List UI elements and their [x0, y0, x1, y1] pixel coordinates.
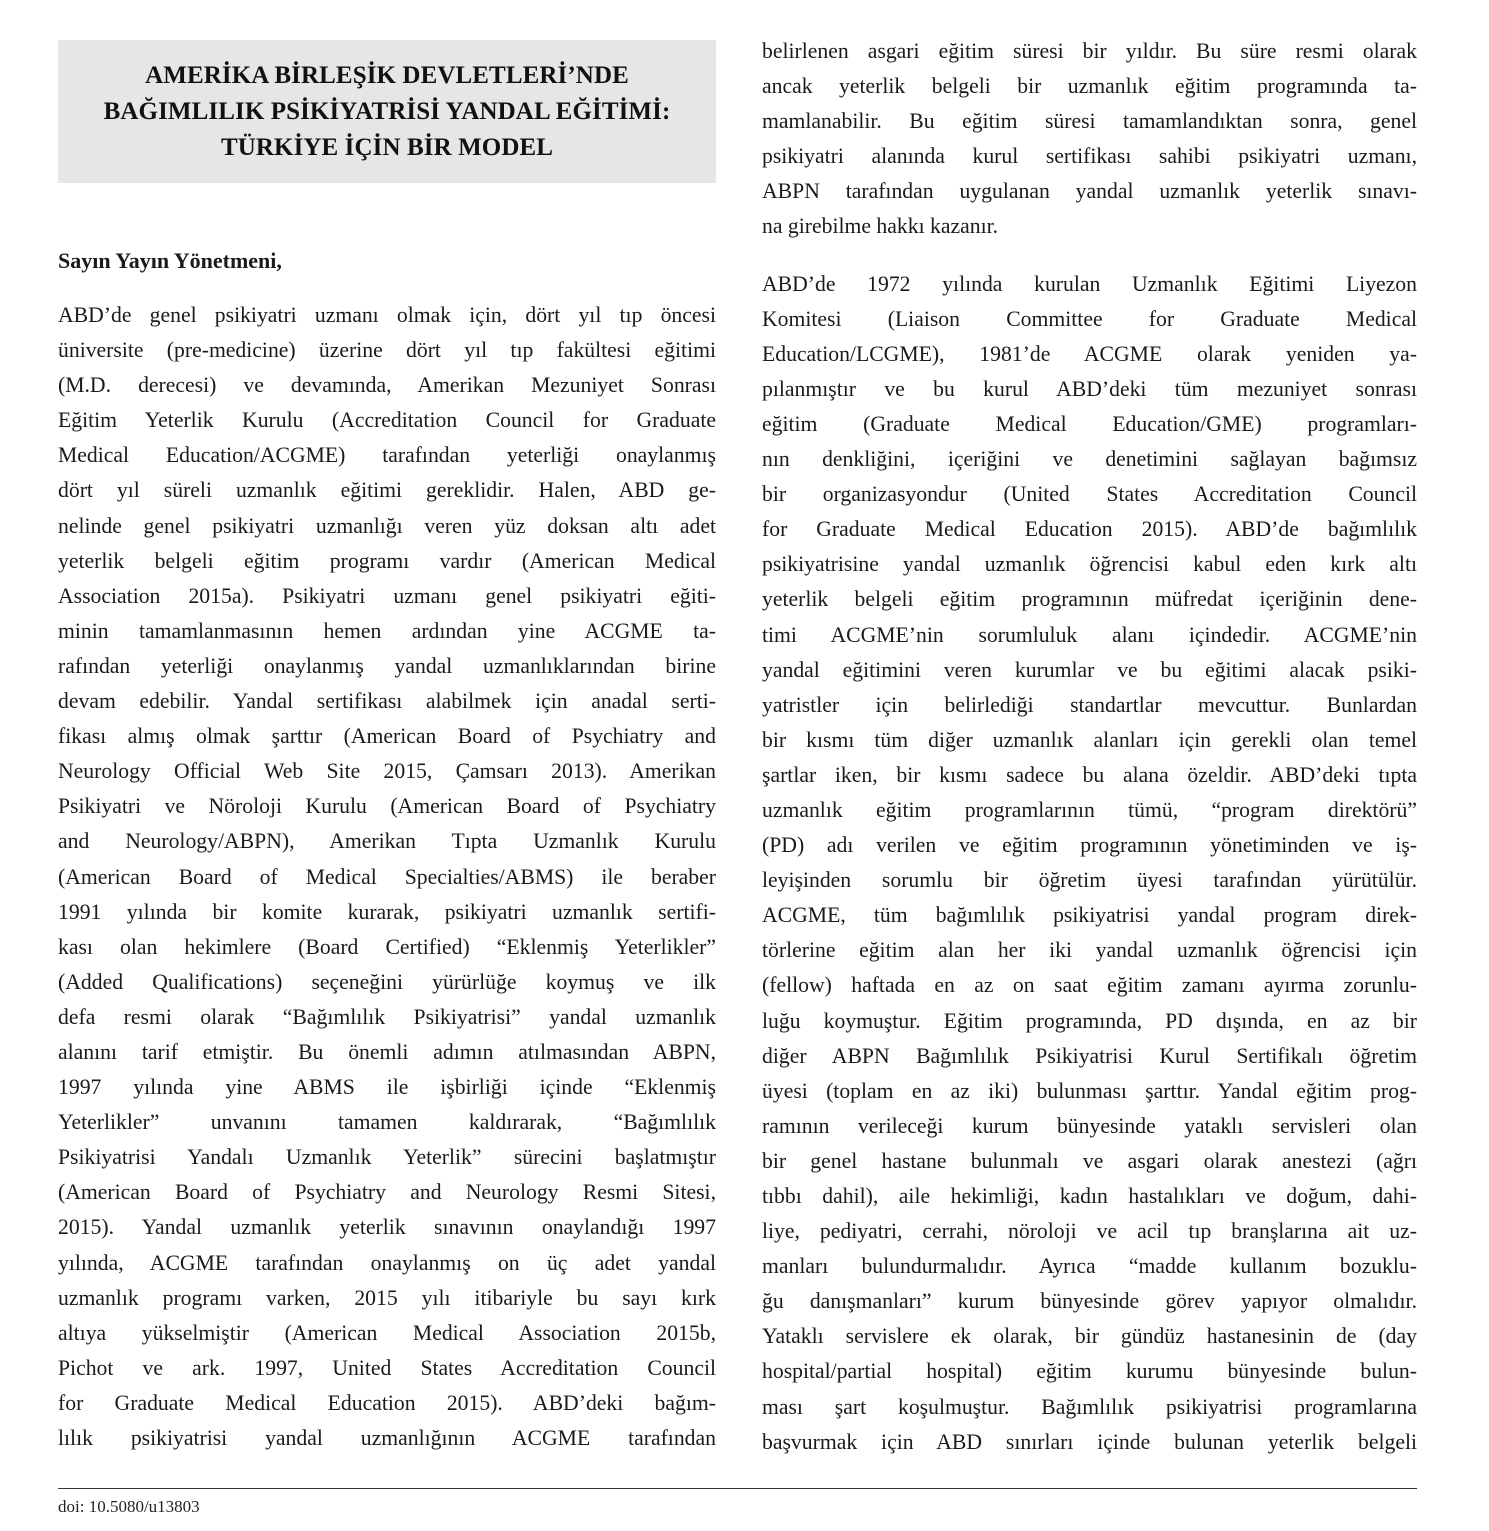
text-line: bir kısmı tüm diğer uzmanlık alanları için gerekli olan temel	[762, 727, 1417, 752]
text-line: (American Board of Psychiatry and Neurology Resmi Sitesi,	[58, 1180, 716, 1205]
text-line: ancak yeterlik belgeli bir uzmanlık eğitim programında ta-	[762, 74, 1417, 99]
text-line: leyişinden sorumlu bir öğretim üyesi tarafından yürütülür.	[762, 868, 1417, 893]
text-line: nın denkliğini, içeriğini ve denetimini sağlayan bağımsız	[762, 447, 1417, 472]
text-line: belirlenen asgari eğitim süresi bir yıldır. Bu süre resmi olarak	[762, 39, 1417, 63]
text-line: ğu danışmanları” kurum bünyesinde görev yapıyor olmalıdır.	[762, 1289, 1417, 1314]
text-line: (PD) adı verilen ve eğitim programının yönetiminden ve iş-	[762, 833, 1417, 858]
text-line: pılanmıştır ve bu kurul ABD’deki tüm mezuniyet sonrası	[762, 376, 1417, 401]
text-line: and Neurology/ABPN), Amerikan Tıpta Uzmanlık Kurulu	[58, 829, 716, 854]
text-line: Yeterlikler” unvanını tamamen kaldırarak, “Bağımlılık	[58, 1110, 716, 1135]
text-line: eğitim (Graduate Medical Education/GME) programları-	[762, 411, 1417, 436]
text-line: mamlanabilir. Bu eğitim süresi tamamlandıktan sonra, genel	[762, 109, 1417, 134]
text-line: ACGME, tüm bağımlılık psikiyatrisi yandal program direk-	[762, 903, 1417, 928]
text-line: minin tamamlanmasının hemen ardından yine ACGME ta-	[58, 618, 716, 643]
body-paragraph-right-2	[762, 267, 1417, 1460]
text-line: Psikiyatri ve Nöroloji Kurulu (American Board of Psychiatry	[58, 794, 716, 819]
text-line: liye, pediyatri, cerrahi, nöroloji ve acil tıp branşlarına ait uz-	[762, 1219, 1417, 1244]
text-line: ABD’de genel psikiyatri uzmanı olmak için, dört yıl tıp öncesi	[58, 303, 716, 327]
text-line: manları bulundurmalıdır. Ayrıca “madde kullanım bozuklu-	[762, 1254, 1417, 1279]
body-paragraph-left	[58, 298, 716, 1456]
text-line: Pichot ve ark. 1997, United States Accreditation Council	[58, 1355, 716, 1380]
text-line: yatristler için belirlediği standartlar mevcuttur. Bunlardan	[762, 692, 1417, 717]
text-line: nelinde genel psikiyatri uzmanlığı veren yüz doksan altı adet	[58, 513, 716, 538]
text-line: ması şart koşulmuştur. Bağımlılık psikiyatrisi programlarına	[762, 1394, 1417, 1419]
text-line: alanını tarif etmiştir. Bu önemli adımın atılmasından ABPN,	[58, 1039, 716, 1064]
salutation: Sayın Yayın Yönetmeni,	[58, 248, 282, 273]
text-line: üniversite (pre-medicine) üzerine dört yıl tıp fakültesi eğitimi	[58, 338, 716, 363]
text-line: fikası almış olmak şarttır (American Board of Psychiatry and	[58, 724, 716, 749]
text-line: psikiyatrisine yandal uzmanlık öğrencisi kabul eden kırk altı	[762, 552, 1417, 577]
text-line: (American Board of Medical Specialties/ABMS) ile beraber	[58, 864, 716, 889]
article-title-line: TÜRKİYE İÇİN BİR MODEL	[220, 134, 554, 161]
text-line: tıbbı dahil), aile hekimliği, kadın hastalıkları ve doğum, dahi-	[762, 1184, 1417, 1208]
text-line: şartlar iken, bir kısmı sadece bu alana özeldir. ABD’deki tıpta	[762, 762, 1417, 787]
text-line: Psikiyatrisi Yandalı Uzmanlık Yeterlik” sürecini başlatmıştır	[58, 1145, 716, 1170]
text-line: ABD’de 1972 yılında kurulan Uzmanlık Eğitimi Liyezon	[762, 271, 1417, 296]
text-line: Neurology Official Web Site 2015, Çamsarı 2013). Amerikan	[58, 759, 716, 784]
text-line: na girebilme hakkı kazanır.	[762, 214, 999, 239]
text-line: Association 2015a). Psikiyatri uzmanı genel psikiyatri eğiti-	[58, 583, 716, 608]
footer-doi: doi: 10.5080/u13803	[58, 1497, 200, 1516]
text-line: 2015). Yandal uzmanlık yeterlik sınavının onaylandığı 1997	[58, 1215, 716, 1240]
text-line: ramının verileceği kurum bünyesinde yataklı servisleri olan	[762, 1113, 1417, 1138]
text-line: törlerine eğitim alan her iki yandal uzmanlık öğrencisi için	[762, 938, 1417, 963]
text-line: Medical Education/ACGME) tarafından yeterliği onaylanmış	[58, 443, 716, 468]
text-line: 1991 yılında bir komite kurarak, psikiyatri uzmanlık sertifi-	[58, 899, 716, 924]
text-line: (Added Qualifications) seçeneğini yürürlüğe koymuş ve ilk	[58, 969, 716, 994]
text-line: Yataklı servislere ek olarak, bir gündüz hastanesinin de (day	[762, 1324, 1417, 1349]
text-line: başvurmak için ABD sınırları içinde bulunan yeterlik belgeli	[762, 1429, 1417, 1454]
text-line: luğu koymuştur. Eğitim programında, PD dışında, en az bir	[762, 1008, 1417, 1033]
text-line: altıya yükselmiştir (American Medical Association 2015b,	[58, 1320, 716, 1345]
text-line: for Graduate Medical Education 2015). ABD’deki bağım-	[58, 1390, 716, 1415]
text-line: psikiyatri alanında kurul sertifikası sahibi psikiyatri uzmanı,	[762, 144, 1417, 169]
article-title-box	[58, 40, 716, 183]
footer-divider	[58, 1488, 1417, 1489]
text-line: üyesi (toplam en az iki) bulunması şarttır. Yandal eğitim prog-	[762, 1078, 1417, 1103]
text-line: Eğitim Yeterlik Kurulu (Accreditation Council for Graduate	[58, 408, 716, 433]
text-line: lılık psikiyatrisi yandal uzmanlığının ACGME tarafından	[58, 1426, 716, 1450]
text-line: uzmanlık programı varken, 2015 yılı itibariyle bu sayı kırk	[58, 1285, 716, 1310]
text-line: hospital/partial hospital) eğitim kurumu bünyesinde bulun-	[762, 1359, 1417, 1384]
text-line: yeterlik belgeli eğitim programının müfredat içeriğinin dene-	[762, 587, 1417, 612]
article-title-line: AMERİKA BİRLEŞİK DEVLETLERİ’NDE	[145, 62, 629, 89]
text-line: for Graduate Medical Education 2015). ABD’de bağımlılık	[762, 517, 1417, 542]
text-line: ABPN tarafından uygulanan yandal uzmanlık yeterlik sınavı-	[762, 179, 1417, 204]
text-line: kası olan hekimlere (Board Certified) “Eklenmiş Yeterlikler”	[58, 934, 716, 959]
text-line: diğer ABPN Bağımlılık Psikiyatrisi Kurul Sertifikalı öğretim	[762, 1043, 1417, 1068]
text-line: yılında, ACGME tarafından onaylanmış on üç adet yandal	[58, 1250, 716, 1275]
text-line: devam edebilir. Yandal sertifikası alabilmek için anadal serti-	[58, 689, 716, 714]
text-line: yandal eğitimini veren kurumlar ve bu eğitimi alacak psiki-	[762, 657, 1417, 682]
text-line: bir organizasyondur (United States Accreditation Council	[762, 482, 1417, 507]
text-line: 1997 yılında yine ABMS ile işbirliği içinde “Eklenmiş	[58, 1075, 716, 1100]
text-line: (fellow) haftada en az on saat eğitim zamanı ayırma zorunlu-	[762, 973, 1417, 998]
text-line: defa resmi olarak “Bağımlılık Psikiyatrisi” yandal uzmanlık	[58, 1004, 716, 1029]
text-line: (M.D. derecesi) ve devamında, Amerikan Mezuniyet Sonrası	[58, 373, 716, 398]
text-line: bir genel hastane bulunmalı ve asgari olarak anestezi (ağrı	[762, 1148, 1417, 1173]
text-line: yeterlik belgeli eğitim programı vardır (American Medical	[58, 548, 716, 573]
text-line: Education/LCGME), 1981’de ACGME olarak yeniden ya-	[762, 341, 1417, 366]
text-line: dört yıl süreli uzmanlık eğitimi gereklidir. Halen, ABD ge-	[58, 478, 716, 503]
text-line: rafından yeterliği onaylanmış yandal uzmanlıklarından birine	[58, 653, 716, 678]
article-title-line: BAĞIMLILIK PSİKİYATRİSİ YANDAL EĞİTİMİ:	[103, 98, 671, 125]
text-line: timi ACGME’nin sorumluluk alanı içindedir. ACGME’nin	[762, 622, 1417, 647]
left-column	[58, 40, 716, 1456]
text-line: Komitesi (Liaison Committee for Graduate Medical	[762, 306, 1417, 331]
text-line: uzmanlık eğitim programlarının tümü, “program direktörü”	[762, 797, 1417, 822]
body-paragraph-right-1	[762, 34, 1417, 245]
right-column	[762, 34, 1417, 1460]
